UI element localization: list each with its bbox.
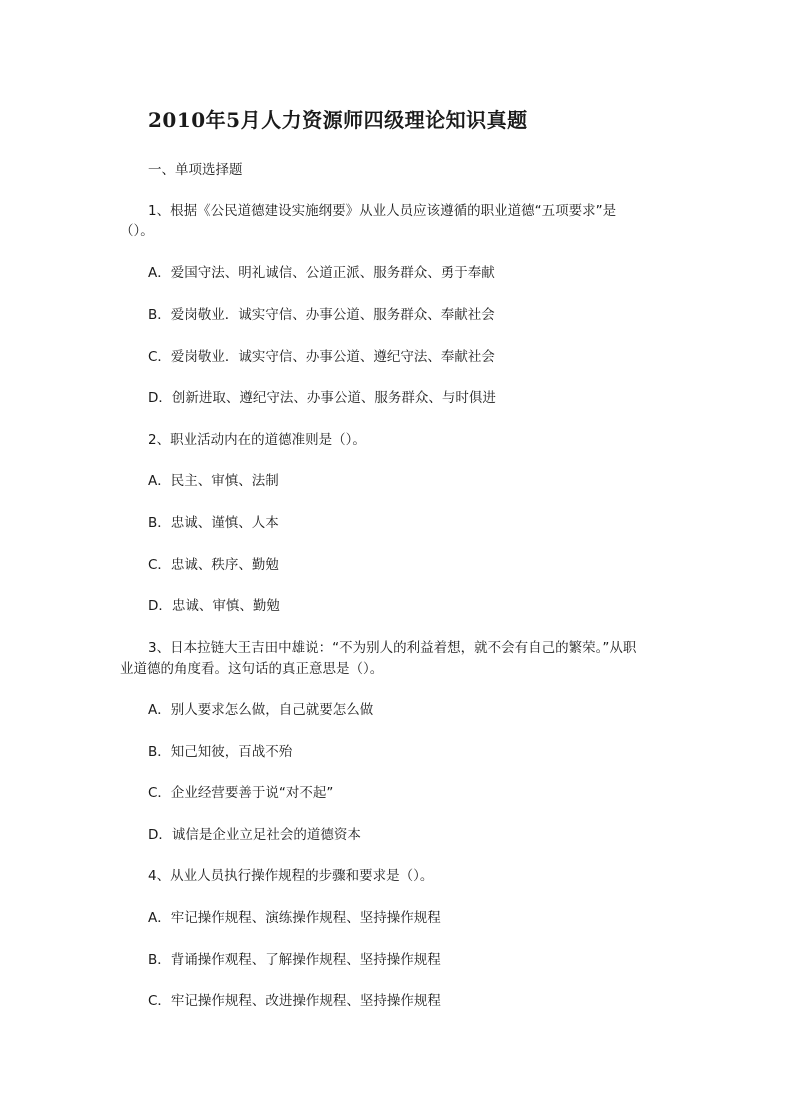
question-2-option-d: D．忠诚、审慎、勤勉 (148, 598, 280, 614)
document-title: 2010年5月人力资源师四级理论知识真题 (148, 108, 528, 132)
question-1-stem-continued: （）。 (120, 223, 154, 239)
question-3-option-d: D．诚信是企业立足社会的道德资本 (148, 827, 361, 843)
question-3-stem: 3、日本拉链大王吉田中雄说：“不为别人的利益着想，就不会有自己的繁荣。”从职 (148, 640, 637, 656)
question-2-option-a: A．民主、审慎、法制 (148, 473, 279, 489)
question-2-stem: 2、职业活动内在的道德准则是（）。 (148, 432, 366, 448)
section-heading: 一、单项选择题 (148, 162, 243, 178)
question-3-option-a: A．别人要求怎么做，自己就要怎么做 (148, 702, 374, 718)
question-3-stem-continued: 业道德的角度看。这句话的真正意思是（）。 (120, 661, 384, 677)
question-1-stem: 1、根据《公民道德建设实施纲要》从业人员应该遵循的职业道德“五项要求”是 (148, 203, 617, 219)
question-4-option-a: A．牢记操作规程、演练操作规程、坚持操作规程 (148, 910, 441, 926)
question-4-stem: 4、从业人员执行操作规程的步骤和要求是（）。 (148, 868, 434, 884)
question-2-option-c: C．忠诚、秩序、勤勉 (148, 557, 279, 573)
question-3-option-b: B．知己知彼，百战不殆 (148, 744, 293, 760)
question-1-option-b: B．爱岗敬业．诚实守信、办事公道、服务群众、奉献社会 (148, 307, 495, 323)
question-1-option-a: A．爱国守法、明礼诚信、公道正派、服务群众、勇于奉献 (148, 265, 495, 281)
question-1-option-d: D．创新进取、遵纪守法、办事公道、服务群众、与时俱进 (148, 390, 496, 406)
question-1-option-c: C．爱岗敬业．诚实守信、办事公道、遵纪守法、奉献社会 (148, 349, 495, 365)
question-4-option-c: C．牢记操作规程、改进操作规程、坚持操作规程 (148, 993, 441, 1009)
question-2-option-b: B．忠诚、谨慎、人本 (148, 515, 279, 531)
question-3-option-c: C．企业经营要善于说“对不起” (148, 785, 334, 801)
question-4-option-b: B．背诵操作观程、了解操作规程、坚持操作规程 (148, 952, 441, 968)
